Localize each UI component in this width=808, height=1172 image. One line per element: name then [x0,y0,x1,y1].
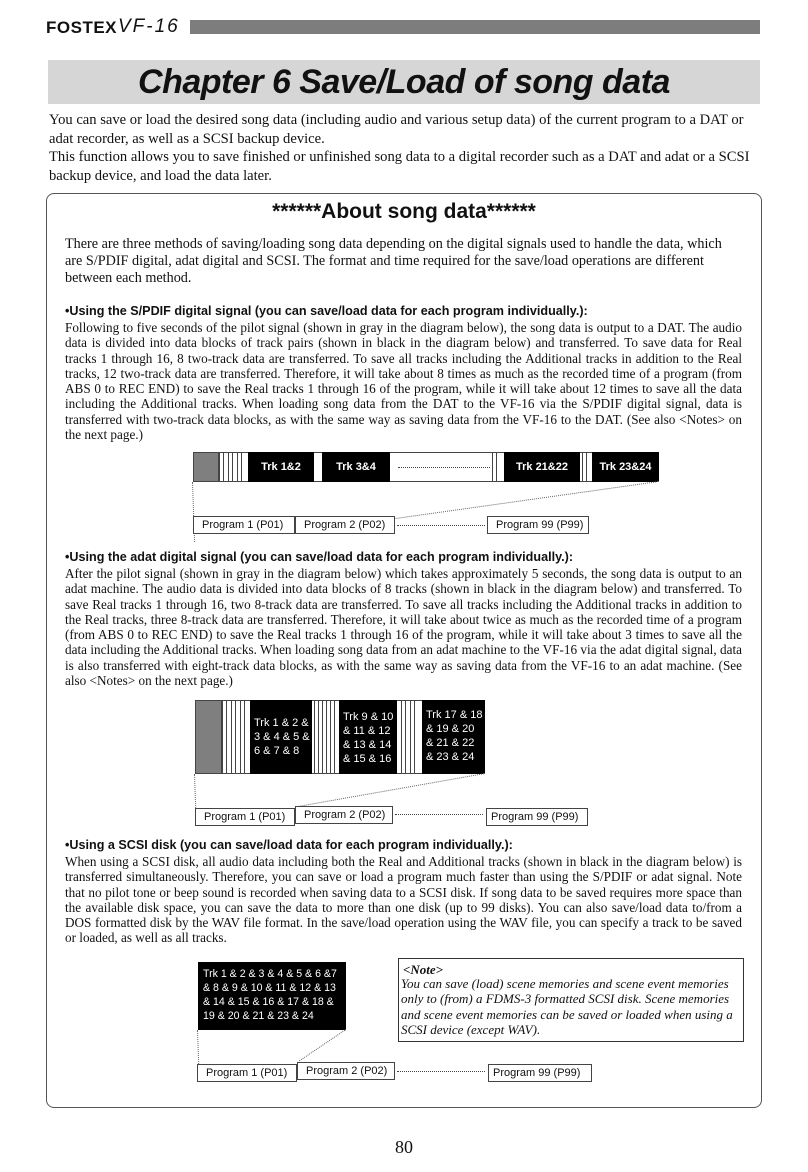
spdif-pilot-signal [193,452,219,482]
adat-separator [314,700,319,774]
scsi-block-line: & 14 & 15 & 16 & 17 & 18 & [203,996,334,1008]
adat-separator [231,700,236,774]
adat-block-1 [250,700,312,774]
header-bar [190,20,760,34]
adat-block-line: & 23 & 24 [426,751,475,763]
spdif-program-continuation [397,525,485,526]
about-title: ******About song data****** [272,200,536,223]
adat-block-line: & 13 & 14 [343,739,392,751]
model-logo: VF-16 [118,16,180,37]
spdif-separator [219,452,224,482]
adat-pilot-signal [195,700,222,774]
adat-separator [222,700,227,774]
scsi-block [198,962,346,1030]
adat-block-line: & 15 & 16 [343,753,392,765]
adat-block-line: Trk 17 & 18 [426,709,483,721]
about-lead: There are three methods of saving/loading song data depending on the digital signals used to handle the data, which are S/PDIF digital, adat digital and SCSI. The format and time required for the save/load operations are different between each method. [65,236,722,286]
adat-separator [240,700,245,774]
spdif-program-1: Program 1 (P01) [193,516,295,534]
spdif-body: Following to five seconds of the pilot signal (shown in gray in the diagram below), the song data is output to a DAT. The audio data is divided into data blocks of track pairs (shown in black in the diagram below) and transferred. To save data for Real tracks 1 through 16, 8 two-track data are transferred. To save all tracks including the Additional tracks in addition to the Real tracks, 12 two-track data are transferred. Therefore, it will take about 8 times as much as the recorded time of a program (from ABS 0 to REC END) to save the Real tracks 1 through 16 of the program, while it will take about 12 times to save all the data including the Additional tracks. When loading song data from the DAT to the VF-16 via the S/PDIF digital signal, data is transferred with two-track data blocks, as with the same way as saving data from the VF-16 to the DAT. (See also <Notes> on the next page.) [65,320,742,443]
scsi-block-line: 19 & 20 & 21 & 23 & 24 [203,1010,314,1022]
adat-block-line: Trk 1 & 2 & [254,717,309,729]
note-text: You can save (load) scene memories and scene event memories only to (from) a FDMS-3 formatted SCSI disk. Scene memories and scene event memories can be saved or loaded when using a SCSI device (except WAV). [401,976,733,1037]
spdif-block: Trk 21&22 [504,452,580,482]
spdif-separator [237,452,242,482]
adat-block-2 [339,700,397,774]
adat-separator [322,700,327,774]
spdif-heading: •Using the S/PDIF digital signal (you can save/load data for each program individually.): [65,304,588,318]
intro-paragraph-2: This function allows you to save finished or unfinished song data to a digital recorder such as a DAT and adat or a SCSI backup device, and load the data later. [49,149,750,184]
adat-program-99: Program 99 (P99) [486,808,588,826]
scsi-program-2: Program 2 (P02) [297,1062,395,1080]
adat-heading: •Using the adat digital signal (you can save/load data for each program individually.): [65,550,574,564]
spdif-block: Trk 3&4 [322,452,390,482]
adat-program-2: Program 2 (P02) [295,806,393,824]
adat-separator [410,700,415,774]
adat-block-line: & 21 & 22 [426,737,475,749]
adat-block-3 [422,700,485,774]
adat-block-line: & 11 & 12 [343,725,391,737]
adat-program-continuation [395,814,483,815]
scsi-block-line: & 8 & 9 & 10 & 11 & 12 & 13 [203,982,336,994]
chapter-title: Chapter 6 Save/Load of song data [48,60,760,104]
adat-block-line: Trk 9 & 10 [343,711,394,723]
intro-paragraph-1: You can save or load the desired song data (including audio and various setup data) of the current program to a DAT or adat recorder, as well as a SCSI backup device. [49,112,744,147]
adat-block-line: 6 & 7 & 8 [254,745,300,757]
spdif-separator [492,452,497,482]
adat-separator [401,700,406,774]
adat-program-1: Program 1 (P01) [195,808,295,826]
scsi-program-continuation [397,1071,485,1072]
adat-block-line: & 19 & 20 [426,723,475,735]
scsi-block-line: Trk 1 & 2 & 3 & 4 & 5 & 6 &7 [203,968,337,980]
adat-body: After the pilot signal (shown in gray in the diagram below) which takes approximately 5 seconds, the song data is output to an adat machine. The audio data is divided into data blocks of 8 tracks (shown in black in the diagram below) and transferred. To save Real tracks 1 through 16, two 8-track data are transferred. To save all tracks including the Additional tracks in addition to the Real tracks, three 8-track data are transferred. Therefore, it will take about twice as much as the recorded time of a program (from ABS 0 to REC END) to save the Real tracks 1 through 16 of the program, while it will take about 3 times to save all the data including the Additional tracks. When loading song data from an adat machine to the VF-16 via the adat digital signal, data is also transferred with eight-track data blocks, as with the same way as saving data from the VF-16 to an adat machine. (See also <Notes> on the next page.) [65,566,742,689]
page-number: 80 [395,1137,413,1157]
spdif-separator [582,452,587,482]
spdif-block: Trk 1&2 [248,452,314,482]
adat-block-line: 3 & 4 & 5 & [254,731,310,743]
spdif-block: Trk 23&24 [592,452,659,482]
note-title: <Note> [403,962,444,977]
spdif-program-99: Program 99 (P99) [487,516,589,534]
adat-separator [330,700,335,774]
scsi-body: When using a SCSI disk, all audio data including both the Real and Additional tracks (shown in black in the diagram below) is transferred simultaneously. Therefore, you can save or load a program much faster than using the S/PDIF or adat signal. Note that no pilot tone or beep sound is recorded when saving data to a SCSI disk. If song data to be saved requires more space than the available disk space, you can save the data to more than one disk (up to 99 disks). You can also save/load data to/from a DOS formatted disk by the WAV file format. In the save/load operation using the WAV file, you can specify a track to be saved or loaded, as well as all tracks. [65,854,742,946]
scsi-heading: •Using a SCSI disk (you can save/load data for each program individually.): [65,838,513,852]
spdif-separator [228,452,233,482]
scsi-program-99: Program 99 (P99) [488,1064,592,1082]
spdif-program-2: Program 2 (P02) [295,516,395,534]
scsi-program-1: Program 1 (P01) [197,1064,297,1082]
spdif-continuation [398,467,490,468]
brand-logo: FOSTEX [46,18,118,37]
